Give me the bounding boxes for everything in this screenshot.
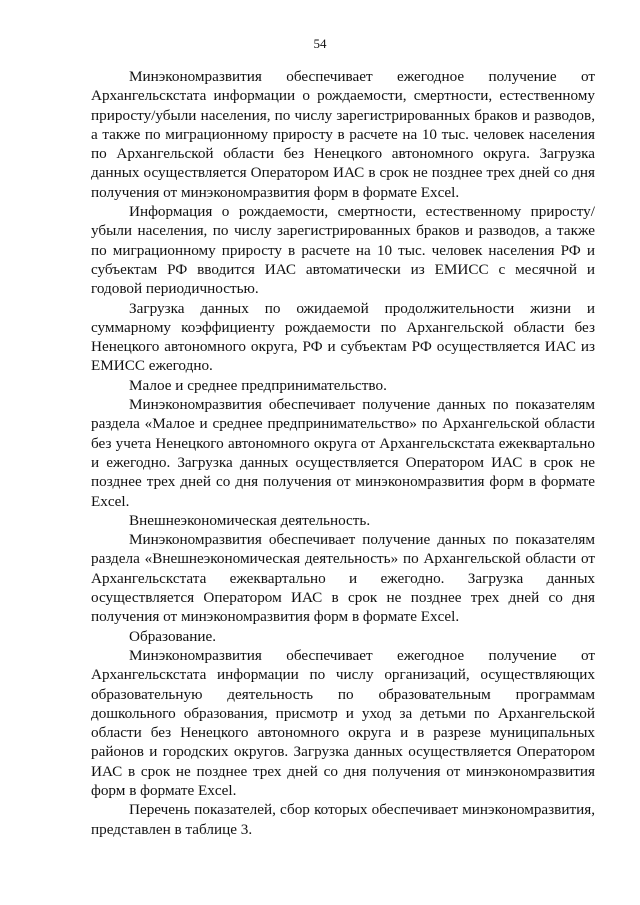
page-number: 54 bbox=[313, 36, 327, 51]
paragraph-births-deaths-region: Минэкономразвития обеспечивает ежегодное получение от Архангельскстата информации о рождаемости, смертности, естественному приросту/убыли населения, по числу зарегистрированных браков и разводов, а также по миграционному приросту в расчете на 10 тыс. человек населения по Архангельской области без Ненецкого автономного округа. Загрузка данных осуществляется Оператором ИАС в срок не позднее трех дней со дня получения от минэкономразвития форм в формате Excel. bbox=[91, 68, 595, 201]
paragraph-small-business: Минэкономразвития обеспечивает получение данных по показателям раздела «Малое и среднее предпринимательство» по Архангельской области без учета Ненецкого автономного округа от Архангельскстата ежеквартально и ежегодно. Загрузка данных осуществляется Оператором ИАС в срок не позднее трех дней со дня получения от минэкономразвития форм в формате Excel. bbox=[91, 396, 595, 510]
paragraph-life-expectancy: Загрузка данных по ожидаемой продолжительности жизни и суммарному коэффициенту рождаемости по Архангельской области без Ненецкого автономного округа, РФ и субъектам РФ осуществляется ИАС из ЕМИСС ежегодно. bbox=[91, 299, 595, 375]
paragraph-births-deaths-rf: Информация о рождаемости, смертности, естественному приросту/ убыли населения, по числу зарегистрированных браков и разводов, а также по миграционному приросту в расчете на 10 тыс. человек населения РФ и субъектам РФ вводится ИАС автоматически из ЕМИСС с месячной и годовой периодичностью. bbox=[91, 203, 595, 298]
paragraph-table-reference: Перечень показателей, сбор которых обеспечивает минэкономразвития, представлен в таблице 3. bbox=[91, 801, 595, 838]
paragraph-education: Минэкономразвития обеспечивает ежегодное получение от Архангельскстата информации по числу организаций, осуществляющих образовательную деятельность по образовательным программам дошкольного образования, присмотр и уход за детьми по Архангельской области без Ненецкого автономного округа и в разрезе муниципальных районов и городских округов. Загрузка данных осуществляется Оператором ИАС в срок не позднее трех дней со дня получения от минэкономразвития форм в формате Excel. bbox=[91, 646, 595, 799]
paragraph-foreign-trade: Минэкономразвития обеспечивает получение данных по показателям раздела «Внешнеэкономическая деятельность» по Архангельской области от Архангельскстата ежеквартально и ежегодно. Загрузка данных осуществляется Оператором ИАС в срок не позднее трех дней со дня получения от минэкономразвития форм в формате Excel. bbox=[91, 531, 595, 626]
section-heading-foreign-trade: Внешнеэкономическая деятельность. bbox=[129, 511, 371, 529]
section-heading-small-business: Малое и среднее предпринимательство. bbox=[129, 376, 387, 394]
document-body bbox=[91, 67, 595, 839]
section-heading-education: Образование. bbox=[129, 627, 217, 645]
